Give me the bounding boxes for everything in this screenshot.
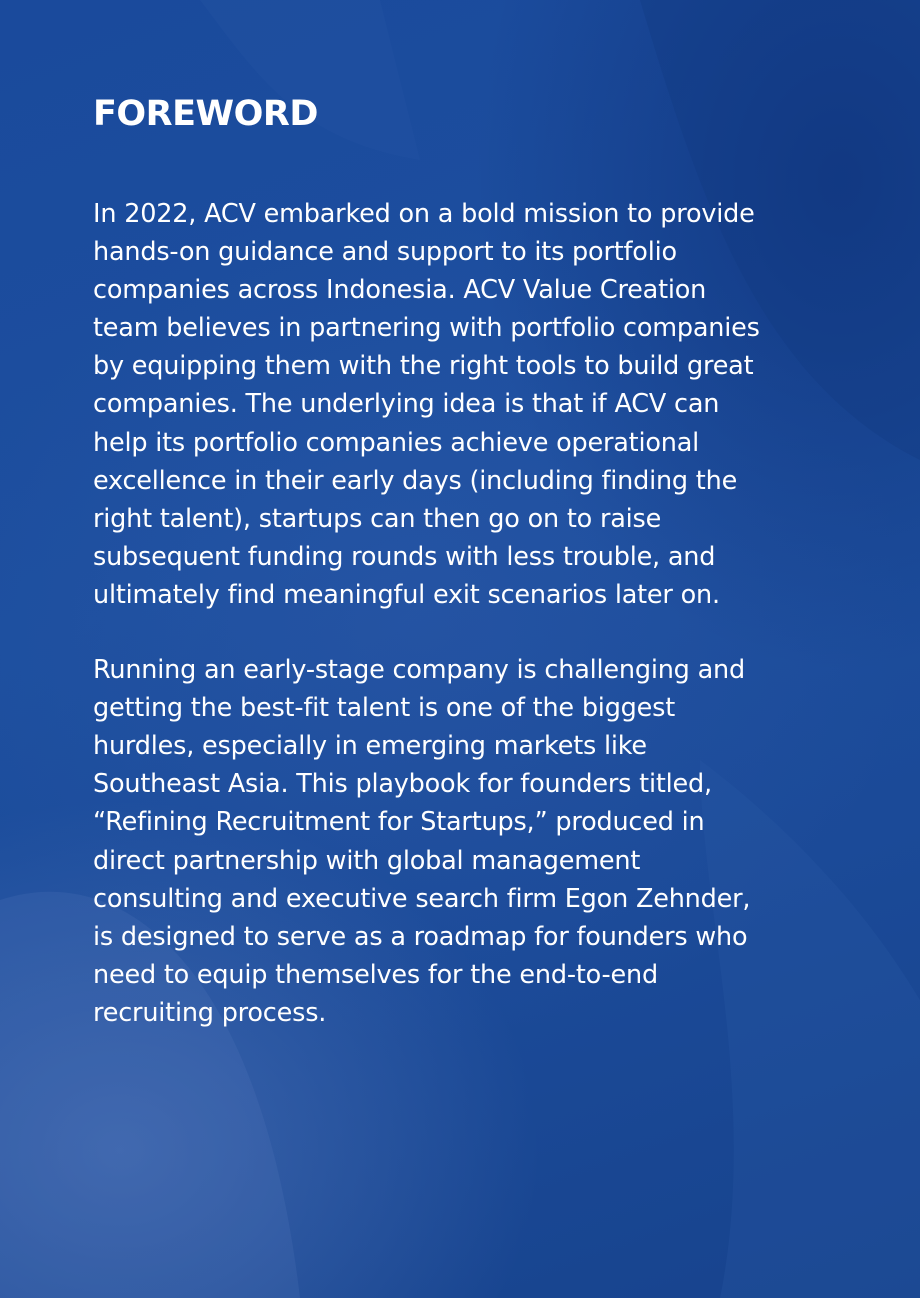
foreword-content [93, 92, 853, 1069]
paragraph-line: need to equip themselves for the end-to-end [93, 959, 658, 990]
paragraph-line: “Refining Recruitment for Startups,” produced in [93, 807, 705, 838]
paragraph-line: getting the best-fit talent is one of the biggest [93, 693, 676, 724]
paragraph-line: Running an early-stage company is challenging and [93, 655, 745, 686]
paragraph-line: direct partnership with global management [93, 845, 641, 876]
paragraph-line: recruiting process. [93, 997, 327, 1028]
paragraph-line: right talent), startups can then go on to raise [93, 503, 662, 534]
paragraph-line: by equipping them with the right tools to build great [93, 351, 754, 382]
paragraph-line: excellence in their early days (including finding the [93, 465, 738, 496]
paragraph-line: team believes in partnering with portfolio companies [93, 313, 760, 344]
page-title: FOREWORD [93, 94, 318, 134]
page-edge [0, 1298, 920, 1303]
paragraph-line: hurdles, especially in emerging markets like [93, 731, 647, 762]
paragraph-line: ultimately find meaningful exit scenarios later on. [93, 579, 720, 610]
paragraph-line: companies. The underlying idea is that if ACV can [93, 389, 720, 420]
paragraph-2 [93, 651, 853, 1032]
paragraph-line: companies across Indonesia. ACV Value Creation [93, 275, 707, 306]
paragraph-1 [93, 195, 853, 614]
paragraph-line: consulting and executive search firm Egon Zehnder, [93, 883, 751, 914]
paragraph-line: is designed to serve as a roadmap for founders who [93, 921, 748, 952]
paragraph-line: subsequent funding rounds with less trouble, and [93, 541, 716, 572]
paragraph-line: In 2022, ACV embarked on a bold mission to provide [93, 199, 755, 229]
paragraph-line: help its portfolio companies achieve operational [93, 427, 700, 458]
paragraph-line: hands-on guidance and support to its portfolio [93, 237, 677, 268]
paragraph-line: Southeast Asia. This playbook for founders titled, [93, 769, 712, 800]
